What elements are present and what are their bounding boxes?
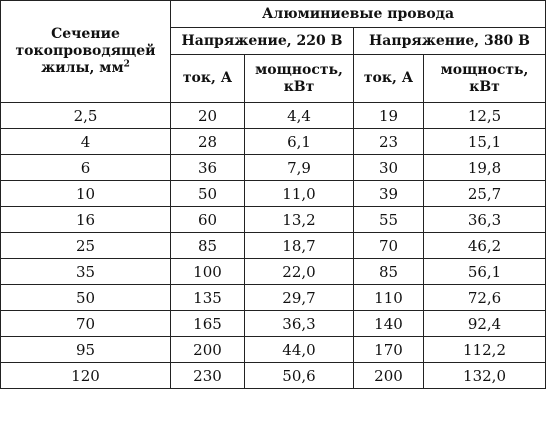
current-220-cell: 100 [171,259,245,285]
table-row [1,259,546,285]
power-220-cell: 22,0 [245,259,354,285]
power-380-cell: 25,7 [424,181,546,207]
table-row [1,337,546,363]
power-220-cell: 11,0 [245,181,354,207]
power-220-cell: 29,7 [245,285,354,311]
power-220-cell: 18,7 [245,233,354,259]
current-380-cell: 200 [354,363,424,389]
section-header-sup: 2 [123,59,130,70]
current-380-cell: 110 [354,285,424,311]
current-380-cell: 55 [354,207,424,233]
current-380-cell: 23 [354,129,424,155]
section-cell: 10 [1,181,171,207]
power-380-cell: 132,0 [424,363,546,389]
section-cell: 70 [1,311,171,337]
power-380-cell: 46,2 [424,233,546,259]
current-220-cell: 135 [171,285,245,311]
section-cell: 2,5 [1,103,171,129]
current-220-cell: 200 [171,337,245,363]
current-220-cell: 230 [171,363,245,389]
table-row [1,103,546,129]
power-380-cell: 72,6 [424,285,546,311]
power-220-cell: 6,1 [245,129,354,155]
section-cell: 16 [1,207,171,233]
power-380-cell: 15,1 [424,129,546,155]
power-220-cell: 4,4 [245,103,354,129]
table-row [1,363,546,389]
current-220-cell: 85 [171,233,245,259]
current-220-cell: 60 [171,207,245,233]
current-380-cell: 39 [354,181,424,207]
power-380-cell: 56,1 [424,259,546,285]
power-220-cell: 13,2 [245,207,354,233]
section-cell: 50 [1,285,171,311]
current-220-cell: 165 [171,311,245,337]
current-380-cell: 85 [354,259,424,285]
table-row [1,311,546,337]
voltage-220-header: Напряжение, 220 В [171,28,354,55]
group-header: Алюминиевые провода [171,1,546,28]
current-380-cell: 19 [354,103,424,129]
power-380-cell: 36,3 [424,207,546,233]
power-380-cell: 19,8 [424,155,546,181]
current-220-cell: 50 [171,181,245,207]
current-220-header: ток, А [171,55,245,103]
section-cell: 6 [1,155,171,181]
table-row [1,181,546,207]
section-cell: 25 [1,233,171,259]
section-cell: 120 [1,363,171,389]
section-header-label: Сечение токопроводящей жилы, мм [15,26,156,76]
table-row [1,207,546,233]
power-380-header: мощность, кВт [424,55,546,103]
current-380-cell: 140 [354,311,424,337]
power-380-cell: 12,5 [424,103,546,129]
power-380-cell: 112,2 [424,337,546,363]
current-380-header: ток, А [354,55,424,103]
table-row [1,285,546,311]
table-row [1,155,546,181]
power-220-cell: 7,9 [245,155,354,181]
current-380-cell: 70 [354,233,424,259]
table-row [1,233,546,259]
power-220-cell: 36,3 [245,311,354,337]
section-header [1,1,171,103]
power-220-cell: 44,0 [245,337,354,363]
power-380-cell: 92,4 [424,311,546,337]
voltage-380-header: Напряжение, 380 В [354,28,546,55]
table-body [1,103,546,389]
current-380-cell: 170 [354,337,424,363]
section-cell: 95 [1,337,171,363]
table-row [1,129,546,155]
current-380-cell: 30 [354,155,424,181]
current-220-cell: 20 [171,103,245,129]
current-220-cell: 28 [171,129,245,155]
power-220-header: мощность, кВт [245,55,354,103]
current-220-cell: 36 [171,155,245,181]
section-cell: 35 [1,259,171,285]
section-cell: 4 [1,129,171,155]
power-220-cell: 50,6 [245,363,354,389]
